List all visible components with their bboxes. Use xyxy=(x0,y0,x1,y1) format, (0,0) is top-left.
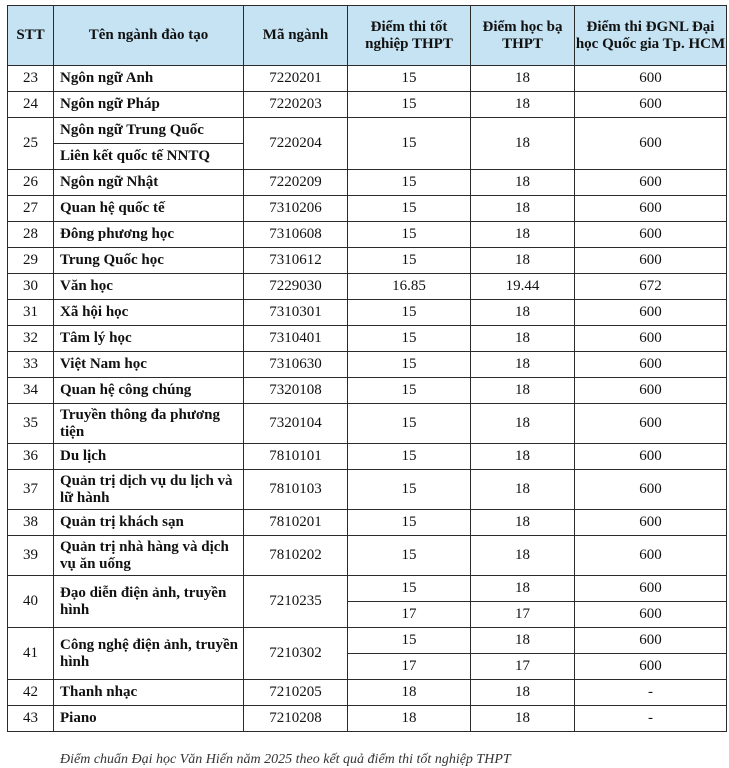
row-stt: 40 xyxy=(8,576,54,628)
transcript-score: 18 xyxy=(471,404,575,444)
dgnl-score: - xyxy=(575,680,727,706)
dgnl-score: 600 xyxy=(575,378,727,404)
transcript-score: 18 xyxy=(471,510,575,536)
table-row xyxy=(8,680,727,706)
transcript-score: 17 xyxy=(471,602,575,628)
table-row xyxy=(8,352,727,378)
footnote-caption: Điểm chuẩn Đại học Văn Hiến năm 2025 theo kết quả điểm thi tốt nghiệp THPT xyxy=(60,752,511,767)
program-code: 7310612 xyxy=(244,248,348,274)
transcript-score: 18 xyxy=(471,196,575,222)
exam-score: 15 xyxy=(348,404,471,444)
program-code: 7320108 xyxy=(244,378,348,404)
program-code: 7810201 xyxy=(244,510,348,536)
row-stt: 28 xyxy=(8,222,54,248)
exam-score: 15 xyxy=(348,196,471,222)
row-stt: 43 xyxy=(8,706,54,732)
program-code: 7810103 xyxy=(244,470,348,510)
row-stt: 42 xyxy=(8,680,54,706)
dgnl-score: 600 xyxy=(575,170,727,196)
transcript-score: 18 xyxy=(471,352,575,378)
exam-score: 15 xyxy=(348,536,471,576)
exam-score: 18 xyxy=(348,680,471,706)
transcript-score: 18 xyxy=(471,536,575,576)
program-name: Piano xyxy=(54,706,244,732)
transcript-score: 18 xyxy=(471,628,575,654)
header-stt: STT xyxy=(8,6,54,66)
header-dgnl-score: Điểm thi ĐGNL Đại học Quốc gia Tp. HCM xyxy=(575,6,727,66)
program-code: 7229030 xyxy=(244,274,348,300)
program-name: Ngôn ngữ Nhật xyxy=(54,170,244,196)
row-stt: 31 xyxy=(8,300,54,326)
transcript-score: 18 xyxy=(471,300,575,326)
table-row xyxy=(8,66,727,92)
program-name: Ngôn ngữ Pháp xyxy=(54,92,244,118)
transcript-score: 18 xyxy=(471,326,575,352)
program-name: Truyền thông đa phương tiện xyxy=(54,404,244,444)
program-name: Quản trị khách sạn xyxy=(54,510,244,536)
exam-score: 17 xyxy=(348,602,471,628)
row-stt: 26 xyxy=(8,170,54,196)
row-stt: 29 xyxy=(8,248,54,274)
row-stt: 33 xyxy=(8,352,54,378)
dgnl-score: 600 xyxy=(575,248,727,274)
dgnl-score: 600 xyxy=(575,536,727,576)
program-name: Quan hệ quốc tế xyxy=(54,196,244,222)
header-row xyxy=(8,6,727,66)
dgnl-score: 600 xyxy=(575,444,727,470)
row-stt: 41 xyxy=(8,628,54,680)
exam-score: 15 xyxy=(348,352,471,378)
program-name: Đông phương học xyxy=(54,222,244,248)
program-name: Công nghệ điện ảnh, truyền hình xyxy=(54,628,244,680)
program-code: 7310301 xyxy=(244,300,348,326)
table-row xyxy=(8,196,727,222)
dgnl-score: 600 xyxy=(575,66,727,92)
program-name: Quản trị nhà hàng và dịch vụ ăn uống xyxy=(54,536,244,576)
table-row xyxy=(8,170,727,196)
program-name: Trung Quốc học xyxy=(54,248,244,274)
transcript-score: 18 xyxy=(471,378,575,404)
header-program-name: Tên ngành đào tạo xyxy=(54,6,244,66)
row-stt: 27 xyxy=(8,196,54,222)
exam-score: 17 xyxy=(348,654,471,680)
row-stt: 35 xyxy=(8,404,54,444)
exam-score: 16.85 xyxy=(348,274,471,300)
dgnl-score: 600 xyxy=(575,300,727,326)
exam-score: 15 xyxy=(348,470,471,510)
program-name: Việt Nam học xyxy=(54,352,244,378)
transcript-score: 18 xyxy=(471,444,575,470)
table-row xyxy=(8,92,727,118)
exam-score: 15 xyxy=(348,444,471,470)
table-row xyxy=(8,274,727,300)
program-name: Tâm lý học xyxy=(54,326,244,352)
transcript-score: 18 xyxy=(471,92,575,118)
row-stt: 24 xyxy=(8,92,54,118)
row-stt: 38 xyxy=(8,510,54,536)
program-code: 7310608 xyxy=(244,222,348,248)
program-code: 7210235 xyxy=(244,576,348,628)
table-row xyxy=(8,222,727,248)
transcript-score: 18 xyxy=(471,248,575,274)
dgnl-score: 600 xyxy=(575,352,727,378)
transcript-score: 18 xyxy=(471,66,575,92)
table-row xyxy=(8,628,727,654)
program-name: Thanh nhạc xyxy=(54,680,244,706)
table-row xyxy=(8,576,727,602)
dgnl-score: 600 xyxy=(575,326,727,352)
header-exam-score: Điểm thi tốt nghiệp THPT xyxy=(348,6,471,66)
program-name: Quan hệ công chúng xyxy=(54,378,244,404)
transcript-score: 18 xyxy=(471,706,575,732)
program-code: 7310630 xyxy=(244,352,348,378)
row-stt: 39 xyxy=(8,536,54,576)
program-name: Ngôn ngữ Trung Quốc xyxy=(54,118,244,144)
table-row xyxy=(8,536,727,576)
row-stt: 25 xyxy=(8,118,54,170)
program-name: Văn học xyxy=(54,274,244,300)
transcript-score: 18 xyxy=(471,680,575,706)
transcript-score: 17 xyxy=(471,654,575,680)
program-name: Ngôn ngữ Anh xyxy=(54,66,244,92)
dgnl-score: 600 xyxy=(575,404,727,444)
transcript-score: 18 xyxy=(471,170,575,196)
exam-score: 15 xyxy=(348,510,471,536)
table-row xyxy=(8,300,727,326)
table-row xyxy=(8,444,727,470)
dgnl-score: 600 xyxy=(575,92,727,118)
transcript-score: 18 xyxy=(471,222,575,248)
dgnl-score: 600 xyxy=(575,510,727,536)
dgnl-score: 600 xyxy=(575,222,727,248)
header-program-code: Mã ngành xyxy=(244,6,348,66)
table-row xyxy=(8,118,727,144)
dgnl-score: 600 xyxy=(575,118,727,170)
dgnl-score: 600 xyxy=(575,602,727,628)
row-stt: 23 xyxy=(8,66,54,92)
header-transcript-score: Điểm học bạ THPT xyxy=(471,6,575,66)
exam-score: 15 xyxy=(348,222,471,248)
program-name: Quản trị dịch vụ du lịch và lữ hành xyxy=(54,470,244,510)
program-name: Đạo diễn điện ảnh, truyền hình xyxy=(54,576,244,628)
program-code: 7210205 xyxy=(244,680,348,706)
program-code: 7310206 xyxy=(244,196,348,222)
table-row xyxy=(8,326,727,352)
admission-scores-table xyxy=(7,5,727,732)
table-row xyxy=(8,706,727,732)
exam-score: 15 xyxy=(348,248,471,274)
program-code: 7220209 xyxy=(244,170,348,196)
program-name-secondary: Liên kết quốc tế NNTQ xyxy=(54,144,244,170)
exam-score: 15 xyxy=(348,92,471,118)
exam-score: 15 xyxy=(348,170,471,196)
exam-score: 15 xyxy=(348,378,471,404)
dgnl-score: 600 xyxy=(575,196,727,222)
table-row xyxy=(8,510,727,536)
table-row xyxy=(8,470,727,510)
exam-score: 15 xyxy=(348,576,471,602)
dgnl-score: 600 xyxy=(575,628,727,654)
exam-score: 15 xyxy=(348,300,471,326)
dgnl-score: 600 xyxy=(575,654,727,680)
transcript-score: 18 xyxy=(471,576,575,602)
program-code: 7210302 xyxy=(244,628,348,680)
row-stt: 30 xyxy=(8,274,54,300)
row-stt: 32 xyxy=(8,326,54,352)
program-name: Du lịch xyxy=(54,444,244,470)
transcript-score: 18 xyxy=(471,470,575,510)
program-code: 7310401 xyxy=(244,326,348,352)
table-row xyxy=(8,404,727,444)
program-code: 7320104 xyxy=(244,404,348,444)
exam-score: 18 xyxy=(348,706,471,732)
program-code: 7210208 xyxy=(244,706,348,732)
dgnl-score: 600 xyxy=(575,576,727,602)
dgnl-score: 600 xyxy=(575,470,727,510)
program-name: Xã hội học xyxy=(54,300,244,326)
table-row xyxy=(8,378,727,404)
row-stt: 36 xyxy=(8,444,54,470)
exam-score: 15 xyxy=(348,326,471,352)
program-code: 7220204 xyxy=(244,118,348,170)
program-code: 7810202 xyxy=(244,536,348,576)
exam-score: 15 xyxy=(348,118,471,170)
dgnl-score: - xyxy=(575,706,727,732)
program-code: 7810101 xyxy=(244,444,348,470)
row-stt: 34 xyxy=(8,378,54,404)
table-row xyxy=(8,248,727,274)
exam-score: 15 xyxy=(348,628,471,654)
program-code: 7220203 xyxy=(244,92,348,118)
program-code: 7220201 xyxy=(244,66,348,92)
transcript-score: 19.44 xyxy=(471,274,575,300)
exam-score: 15 xyxy=(348,66,471,92)
dgnl-score: 672 xyxy=(575,274,727,300)
row-stt: 37 xyxy=(8,470,54,510)
transcript-score: 18 xyxy=(471,118,575,170)
